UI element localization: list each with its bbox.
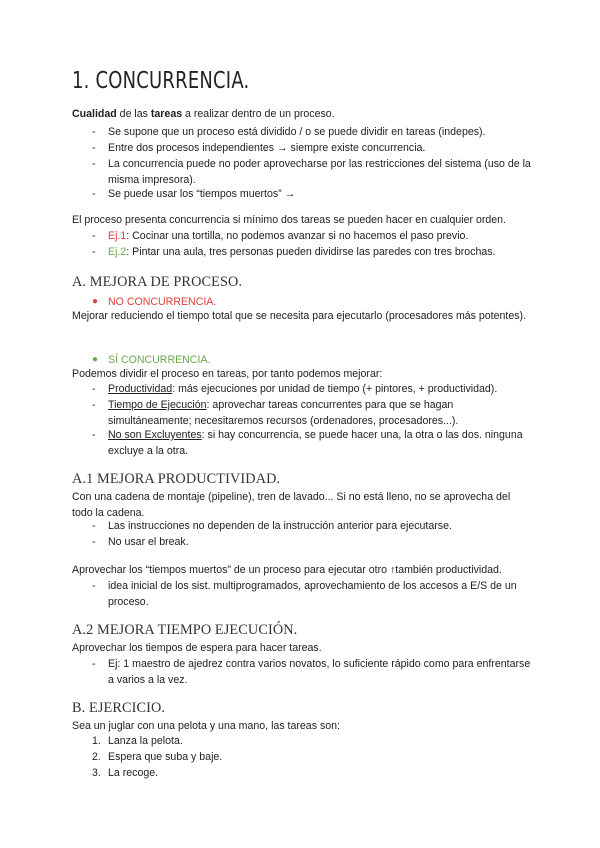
dash-marker: -: [92, 658, 96, 670]
intro-bold-cualidad: Cualidad: [72, 108, 117, 120]
intro-text: de las: [116, 108, 151, 120]
example-item: - Ej.2: Pintar una aula, tres personas pueden dividirse las paredes con tres brochas.: [92, 246, 496, 258]
dash-marker: -: [92, 520, 96, 532]
dash-marker: -: [92, 230, 96, 242]
numbered-item: 3. La recoge.: [92, 767, 159, 779]
list-item: - Se puede usar los “tiempos muertos” →: [92, 188, 296, 200]
dash-marker: -: [92, 383, 96, 395]
dash-marker: -: [92, 429, 96, 441]
list-item: - Se supone que un proceso está dividido / o se puede dividir en tareas (indepes).: [92, 126, 486, 138]
dash-marker: -: [92, 126, 96, 138]
bullet-marker: ●: [92, 296, 99, 307]
section-heading-a: A. MEJORA DE PROCESO.: [72, 274, 243, 290]
numbered-item: 1. Lanza la pelota.: [92, 735, 183, 747]
dash-marker: -: [92, 580, 96, 592]
intro-paragraph: [72, 106, 532, 122]
si-concurrencia-text: Podemos dividir el proceso en tareas, por tanto podemos mejorar:: [72, 368, 383, 380]
list-item: - Ej: 1 maestro de ajedrez contra varios novatos, lo suficiente rápido como para enfrentarse a varios a la vez.: [92, 658, 531, 686]
bullet-marker: ●: [92, 354, 99, 365]
list-item: - No usar el break.: [92, 536, 189, 548]
dash-marker: -: [92, 536, 96, 548]
list-item: - Tiempo de Ejecución: aprovechar tareas concurrentes para que se hagan simultáneamente; necesitaremos recursos (ordenadores, procesadores...).: [92, 399, 459, 427]
bullet-item-no-concurrencia: ● NO CONCURRENCIA.: [92, 296, 217, 308]
dash-marker: -: [92, 188, 96, 200]
concurrency-definition: El proceso presenta concurrencia si mínimo dos tareas se pueden hacer en cualquier orden.: [72, 214, 507, 226]
no-concurrencia-text: Mejorar reduciendo el tiempo total que se necesita para ejecutarlo (procesadores más potentes).: [72, 310, 527, 322]
list-item: - Entre dos procesos independientes → siempre existe concurrencia.: [92, 142, 426, 154]
dash-marker: -: [92, 399, 96, 411]
a1-paragraph: Con una cadena de montaje (pipeline), tren de lavado... Si no está lleno, no se aprovecha del todo la cadena.: [72, 491, 511, 519]
b-paragraph: Sea un juglar con una pelota y una mano, las tareas son:: [72, 720, 340, 732]
dash-marker: -: [92, 158, 96, 170]
term-underlined: No son Excluyentes: [108, 429, 202, 441]
number-marker: 2.: [92, 751, 101, 763]
page-title: 1. CONCURRENCIA.: [72, 68, 250, 94]
bullet-item-si-concurrencia: ● SÍ CONCURRENCIA.: [92, 354, 211, 366]
term-underlined: Productividad: [108, 383, 173, 395]
list-item: - Productividad: más ejecuciones por unidad de tiempo (+ pintores, + productividad).: [92, 383, 498, 395]
intro-bold-tareas: tareas: [150, 108, 183, 120]
numbered-item: 2. Espera que suba y baje.: [92, 751, 223, 763]
dash-marker: -: [92, 246, 96, 258]
a2-paragraph: Aprovechar los tiempos de espera para hacer tareas.: [72, 642, 322, 654]
example-label: Ej.2: [108, 246, 127, 258]
intro-text-rest: a realizar dentro de un proceso.: [182, 108, 335, 120]
number-marker: 3.: [92, 767, 101, 779]
example-item: - Ej.1: Cocinar una tortilla, no podemos avanzar si no hacemos el paso previo.: [92, 230, 469, 242]
term-underlined: Tiempo de Ejecución: [108, 399, 207, 411]
list-item: - No son Excluyentes: si hay concurrencia, se puede hacer una, la otra o las dos. ninguna excluye a la otra.: [92, 429, 523, 457]
number-marker: 1.: [92, 735, 101, 747]
list-item: - La concurrencia puede no poder aprovecharse por las restricciones del sistema (uso de la misma impresora).: [92, 158, 531, 186]
section-heading-b: B. EJERCICIO.: [72, 700, 166, 716]
list-item: - idea inicial de los sist. multiprogramados, aprovechamiento de los accesos a E/S de un proceso.: [92, 580, 517, 608]
dash-marker: -: [92, 142, 96, 154]
a1-paragraph-2: Aprovechar los “tiempos muertos” de un proceso para ejecutar otro ↑también productividad.: [72, 564, 502, 576]
example-label: Ej.1: [108, 230, 127, 242]
section-heading-a1: A.1 MEJORA PRODUCTIVIDAD.: [72, 471, 281, 487]
list-item: - Las instrucciones no dependen de la instrucción anterior para ejecutarse.: [92, 520, 452, 532]
section-heading-a2: A.2 MEJORA TIEMPO EJECUCIÓN.: [72, 622, 298, 638]
